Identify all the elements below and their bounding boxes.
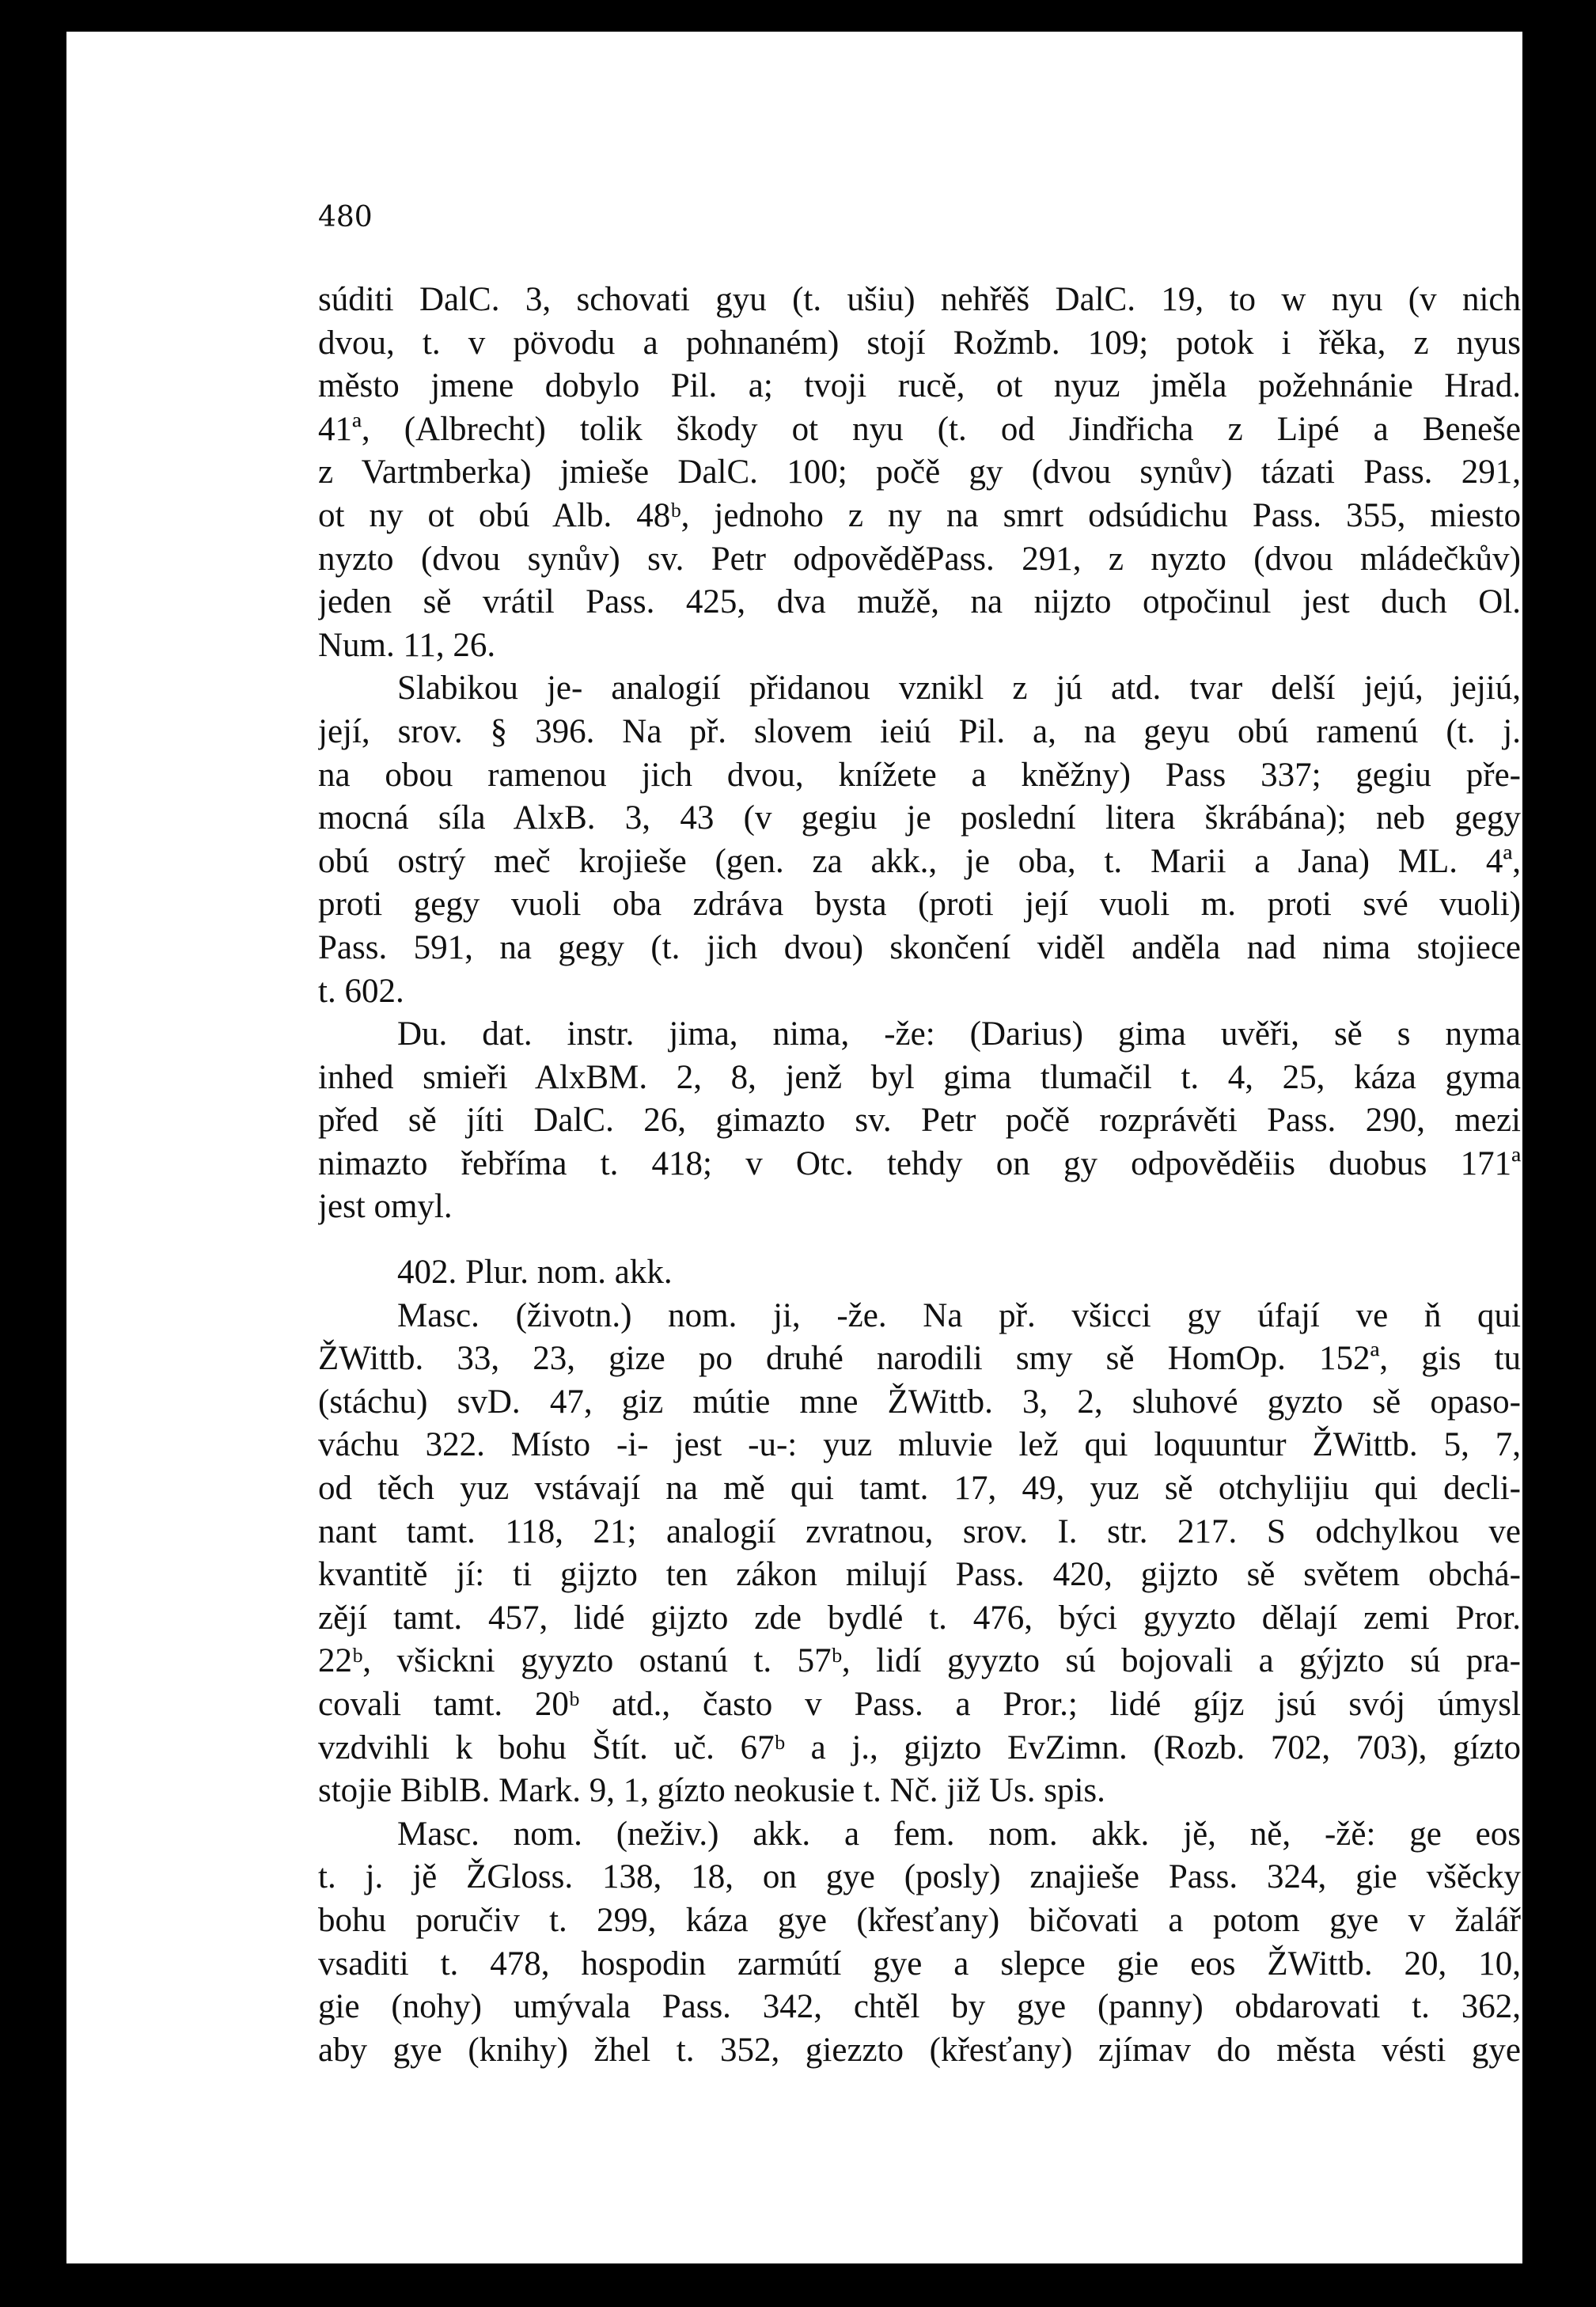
body-text (318, 279, 1521, 2072)
text-line: kvantitě jí: ti gijzto ten zákon milují Pass. 420, gijzto sě světem obchá- (318, 1556, 1521, 1594)
text-line: jest omyl. (318, 1188, 453, 1226)
text-line: z Vartmberka) jmieše DalC. 100; počě gy (dvou synův) tázati Pass. 291, (318, 453, 1521, 491)
paragraph (318, 1013, 1521, 1229)
text-line: nimazto řebříma t. 418; v Otc. tehdy on gy odpověděiis duobus 171ª (318, 1144, 1521, 1182)
text-line: stojie BiblB. Mark. 9, 1, gízto neokusie t. Nč. již Us. spis. (318, 1772, 1105, 1810)
text-line: ŽWittb. 33, 23, gize po druhé narodili smy sě HomOp. 152ª, gis tu (318, 1340, 1521, 1378)
text-line: Masc. (životn.) nom. ji, -že. Na př. všicci gy úfají ve ň qui (397, 1296, 1521, 1334)
text-line: Pass. 591, na gegy (t. jich dvou) skončení viděl anděla nad nima stojiece (318, 928, 1521, 966)
text-line: aby gye (knihy) žhel t. 352, giezzto (křesťany) zjímav do města vésti gye (318, 2031, 1521, 2069)
text-line: nyzto (dvou synův) sv. Petr odpověděPass. 291, z nyzto (dvou mládečkův) (318, 540, 1521, 578)
text-line: bohu poručiv t. 299, káza gye (křesťany) bičovati a potom gye v žalář (318, 1901, 1521, 1939)
page-number: 480 (318, 201, 373, 233)
section-heading (318, 1251, 1521, 1295)
text-line: nant tamt. 118, 21; analogií zvratnou, srov. I. str. 217. S odchylkou ve (318, 1512, 1521, 1550)
text-line: t. j. jě ŽGloss. 138, 18, on gye (posly) znajieše Pass. 324, gie všěcky (318, 1858, 1521, 1896)
text-line: súditi DalC. 3, schovati gyu (t. ušiu) nehřěš DalC. 19, to w nyu (v nich (318, 281, 1521, 318)
text-line: vzdvihli k bohu Štít. uč. 67ᵇ a j., gijzto EvZimn. (Rozb. 702, 703), gízto (318, 1728, 1521, 1766)
text-line: od těch yuz vstávají na mě qui tamt. 17, 49, yuz sě otchylijiu qui decli- (318, 1470, 1521, 1508)
text-line: Du. dat. instr. jima, nima, -že: (Darius) gima uvěři, sě s nyma (397, 1015, 1521, 1053)
text-line: mocná síla AlxB. 3, 43 (v gegiu je poslední litera škrábána); neb gegy (318, 799, 1521, 837)
text-line: 22ᵇ, všickni gyyzto ostanú t. 57ᵇ, lidí gyyzto sú bojovali a gýjzto sú pra- (318, 1642, 1521, 1680)
text-line: její, srov. § 396. Na př. slovem ieiú Pil. a, na geyu obú ramenú (t. j. (318, 712, 1521, 750)
book-page (66, 32, 1522, 2263)
text-line: jeden sě vrátil Pass. 425, dva mužě, na nijzto otpočinul jest duch Ol. (318, 583, 1521, 621)
text-line: na obou ramenou jich dvou, knížete a kněžny) Pass 337; gegiu pře- (318, 756, 1521, 794)
text-line: před sě jíti DalC. 26, gimazto sv. Petr počě rozprávěti Pass. 290, mezi (318, 1102, 1521, 1140)
paragraph (318, 667, 1521, 1013)
section-heading-text: 402. Plur. nom. akk. (397, 1254, 673, 1292)
text-line: covali tamt. 20ᵇ atd., často v Pass. a Pror.; lidé gíjz jsú svój úmysl (318, 1686, 1521, 1723)
section-gap (318, 1229, 1521, 1251)
text-line: město jmene dobylo Pil. a; tvoji rucě, ot nyuz jměla požehnánie Hrad. (318, 367, 1521, 405)
text-line: t. 602. (318, 972, 404, 1010)
text-line: vsaditi t. 478, hospodin zarmútí gye a slepce gie eos ŽWittb. 20, 10, (318, 1945, 1521, 1983)
text-line: Num. 11, 26. (318, 626, 496, 664)
paragraph (318, 1813, 1521, 2073)
text-line: zějí tamt. 457, lidé gijzto zde bydlé t. 476, býci gyyzto dělají zemi Pror. (318, 1599, 1521, 1637)
text-line: Masc. nom. (neživ.) akk. a fem. nom. akk. jě, ně, -žě: ge eos (397, 1815, 1521, 1853)
text-line: inhed smieři AlxBM. 2, 8, jenž byl gima tlumačil t. 4, 25, káza gyma (318, 1058, 1521, 1096)
text-line: obú ostrý meč krojieše (gen. za akk., je oba, t. Marii a Jana) ML. 4ª, (318, 842, 1521, 880)
paragraph (318, 1295, 1521, 1813)
text-line: proti gegy vuoli oba zdráva bysta (proti její vuoli m. proti své vuoli) (318, 886, 1521, 924)
text-line: ot ny ot obú Alb. 48ᵇ, jednoho z ny na smrt odsúdichu Pass. 355, miesto (318, 496, 1521, 534)
text-line: gie (nohy) umývala Pass. 342, chtěl by gye (panny) obdarovati t. 362, (318, 1988, 1521, 2026)
text-line: (stáchu) svD. 47, giz mútie mne ŽWittb. 3, 2, sluhové gyzto sě opaso- (318, 1383, 1521, 1421)
text-line: Slabikou je- analogií přidanou vznikl z jú atd. tvar delší jejú, jejiú, (397, 670, 1521, 708)
text-line: 41ª, (Albrecht) tolik škody ot nyu (t. od Jindřicha z Lipé a Beneše (318, 410, 1521, 448)
text-line: dvou, t. v pövodu a pohnaném) stojí Rožmb. 109; potok i řěka, z nyus (318, 324, 1521, 362)
paragraph (318, 279, 1521, 667)
text-line: váchu 322. Místo -i- jest -u-: yuz mluvie lež qui loquuntur ŽWittb. 5, 7, (318, 1426, 1521, 1464)
